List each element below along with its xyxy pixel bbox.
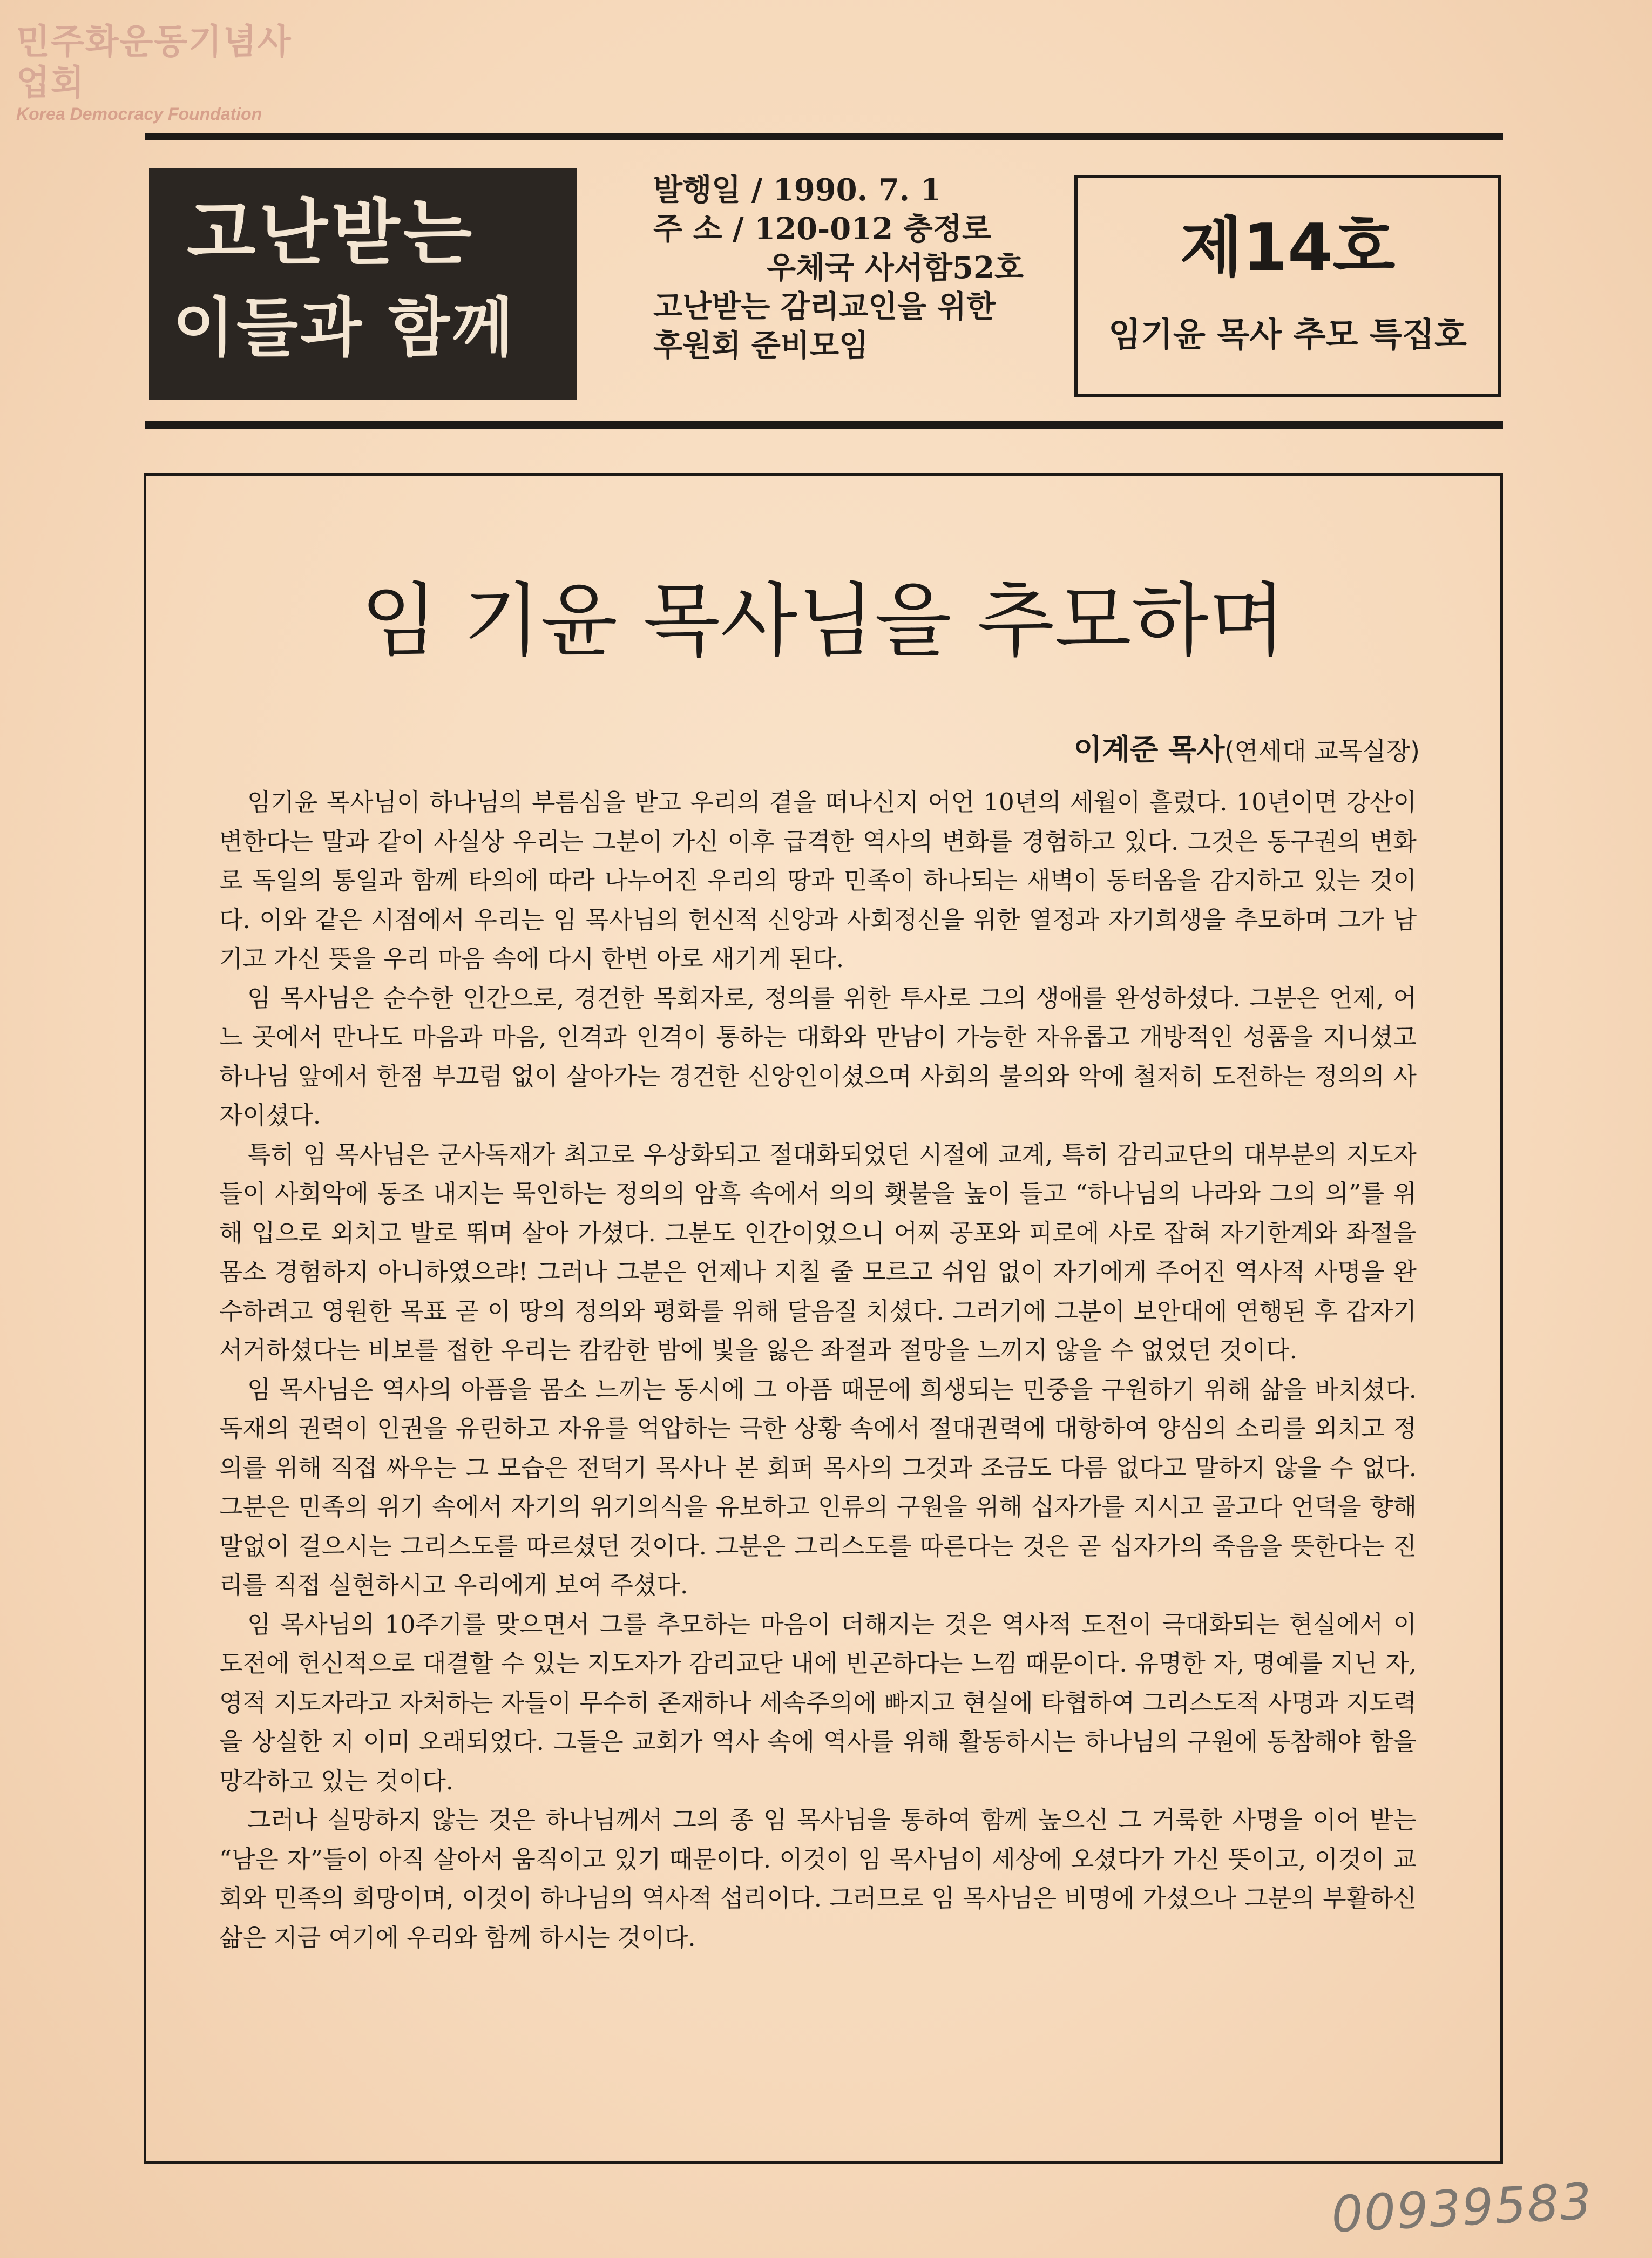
article-title: 임 기윤 목사님을 추모하며 — [361, 574, 1286, 667]
author-name: 이계준 목사 — [1073, 733, 1225, 767]
article-body — [219, 783, 1417, 1957]
article-paragraph: 임 목사님의 10주기를 맞으면서 그를 추모하는 마음이 더해지는 것은 역사적 도전이 극대화되는 현실에서 이 도전에 헌신적으로 대결할 수 있는 지도자가 감리교단 내에 빈곤하다는 느낌 때문이다. 유명한 자, 명예를 지닌 자, 영적 지도자라고 자처하는 자들이 무수히 존재하나 세속주의에 빠지고 현실에 타협하여 그리스도적 사명과 지도력을 상실한 지 이미 오래되었다. 그들은 교회가 역사 속에 역사를 위해 활동하시는 하나님의 구원에 동참해야 함을 망각하고 있는 것이다. — [219, 1610, 1417, 1795]
bottom-rule — [145, 421, 1503, 429]
issue-subtitle: 임기윤 목사 추모 특집호 — [1108, 315, 1467, 354]
top-rule — [145, 133, 1503, 140]
article-paragraph: 그러나 실망하지 않는 것은 하나님께서 그의 종 임 목사님을 통하여 함께 높으신 그 거룩한 사명을 이어 받는 “남은 자”들이 아직 살아서 움직이고 있기 때문이다. 이것이 임 목사님이 세상에 오셨다가 가신 뜻이고, 이것이 교회와 민족의 희망이며, 이것이 하나님의 역사적 섭리이다. 그러므로 임 목사님은 비명에 가셨으나 그분의 부활하신 삶은 지금 여기에 우리와 함께 하시는 것이다. — [219, 1806, 1417, 1952]
article-paragraph: 임 목사님은 순수한 인간으로, 경건한 목회자로, 정의를 위한 투사로 그의 생애를 완성하셨다. 그분은 언제, 어느 곳에서 만나도 마음과 마음, 인격과 인격이 통하는 대화와 만남이 가능한 자유롭고 개방적인 성품을 지니셨고 하나님 앞에서 한점 부끄럼 없이 살아가는 경건한 신앙인이셨으며 사회의 불의와 악에 철저히 도전하는 정의의 사자이셨다. — [219, 983, 1417, 1130]
masthead-title-line1: 고난받는 — [187, 192, 476, 275]
publisher-line1: 고난받는 감리교인을 위한 — [653, 289, 996, 324]
publisher-line2: 후원회 준비모임 — [653, 328, 869, 363]
newsletter-masthead — [149, 168, 577, 400]
watermark-korean: 민주화운동기념사업회 — [16, 22, 292, 103]
masthead-title-line2: 이들과 함께 — [173, 290, 516, 365]
issue-box — [1074, 175, 1501, 397]
archive-watermark — [16, 22, 319, 124]
issue-number: 제14호 — [1180, 211, 1396, 286]
publication-address: 주 소 / 120-012 충정로 — [653, 211, 991, 247]
publication-po-box: 우체국 사서함52호 — [767, 250, 1024, 286]
archive-stamp-number: 00939583 — [1330, 2172, 1594, 2244]
article-paragraph: 특히 임 목사님은 군사독재가 최고로 우상화되고 절대화되었던 시절에 교계, 특히 감리교단의 대부분의 지도자들이 사회악에 동조 내지는 묵인하는 정의의 암흑 속에서 의의 횃불을 높이 들고 “하나님의 나라와 그의 의”를 위해 입으로 외치고 발로 뛰며 살아 가셨다. 그분도 인간이었으니 어찌 공포와 피로에 사로 잡혀 자기한계와 좌절을 몸소 경험하지 아니하였으랴! 그러나 그분은 언제나 지칠 줄 모르고 쉬임 없이 자기에게 주어진 역사적 사명을 완수하려고 영원한 목표 곧 이 땅의 정의와 평화를 위해 달음질 치셨다. 그러기에 그분이 보안대에 연행된 후 갑자기 서거하셨다는 비보를 접한 우리는 캄캄한 밤에 빛을 잃은 좌절과 절망을 느끼지 않을 수 없었던 것이다. — [219, 1140, 1417, 1364]
publication-info — [653, 171, 1053, 365]
article-paragraph: 임 목사님은 역사의 아픔을 몸소 느끼는 동시에 그 아픔 때문에 희생되는 민중을 구원하기 위해 삶을 바치셨다. 독재의 권력이 인권을 유린하고 자유를 억압하는 극한 상황 속에서 절대권력에 대항하여 양심의 소리를 외치고 정의를 위해 직접 싸우는 그 모습은 전덕기 목사나 본 회퍼 목사의 그것과 조금도 다름 없다고 말하지 않을 수 없다. 그분은 민족의 위기 속에서 자기의 위기의식을 유보하고 인류의 구원을 위해 십자가를 지시고 골고다 언덕을 향해 말없이 걸으시는 그리스도를 따르셨던 것이다. 그분은 그리스도를 따른다는 것은 곧 십자가의 죽음을 뜻한다는 진리를 직접 실현하시고 우리에게 보여 주셨다. — [219, 1375, 1417, 1599]
article-paragraph: 임기윤 목사님이 하나님의 부름심을 받고 우리의 곁을 떠나신지 어언 10년의 세월이 흘렀다. 10년이면 강산이 변한다는 말과 같이 사실상 우리는 그분이 가신 이후 급격한 역사의 변화를 경험하고 있다. 그것은 동구권의 변화로 독일의 통일과 함께 타의에 따라 나누어진 우리의 땅과 민족이 하나되는 새벽이 동터옴을 감지하고 있는 것이다. 이와 같은 시점에서 우리는 임 목사님의 헌신적 신앙과 사회정신을 위한 열정과 자기희생을 추모하며 그가 남기고 가신 뜻을 우리 마음 속에 다시 한번 아로 새기게 된다. — [219, 788, 1417, 973]
watermark-english: Korea Democracy Foundation — [16, 104, 262, 124]
byline — [1074, 731, 1420, 770]
publication-date: 발행일 / 1990. 7. 1 — [653, 172, 942, 208]
author-affiliation: (연세대 교목실장) — [1224, 736, 1420, 766]
